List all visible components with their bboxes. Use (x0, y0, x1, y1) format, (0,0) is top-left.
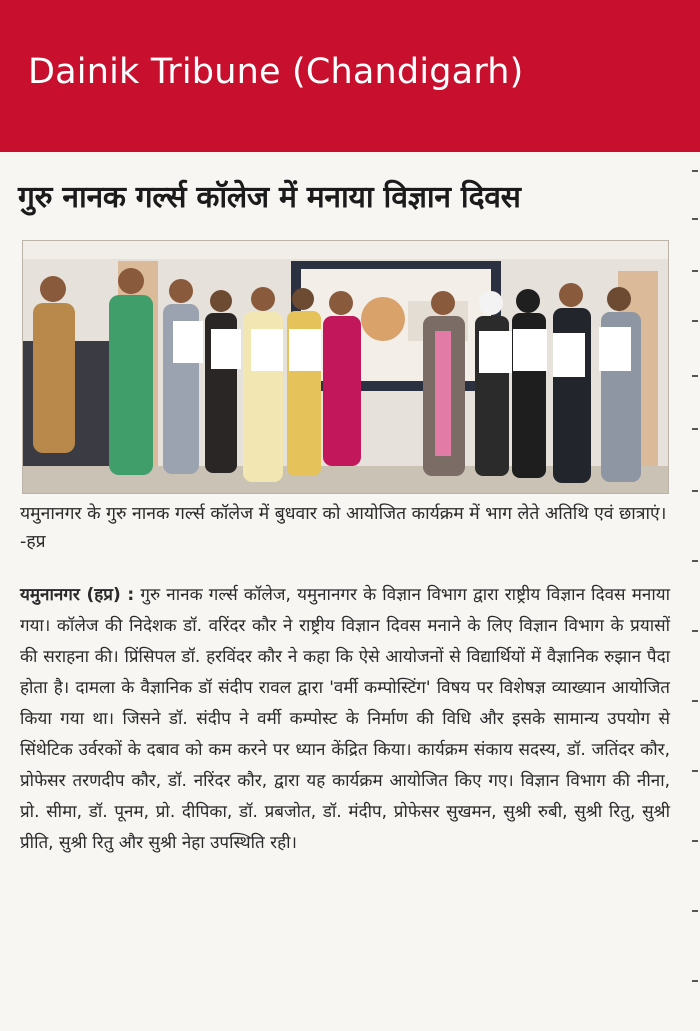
article-dateline: यमुनानगर (हप्र) : (20, 585, 135, 605)
source-header-bar (0, 0, 700, 152)
source-title: Dainik Tribune (Chandigarh) (28, 52, 524, 92)
article-photo (22, 240, 669, 494)
photo-caption: यमुनानगर के गुरु नानक गर्ल्स कॉलेज में बुधवार को आयोजित कार्यक्रम में भाग लेते अतिथि एवं छात्राएं। -हप्र (20, 504, 667, 552)
group-photo-illustration (23, 241, 668, 493)
article-body (20, 580, 670, 859)
adjacent-column-edge (688, 160, 700, 1020)
article-body-text: गुरु नानक गर्ल्स कॉलेज, यमुनानगर के विज्ञान विभाग द्वारा राष्ट्रीय विज्ञान दिवस मनाया गया। कॉलेज की निदेशक डॉ. वरिंदर कौर ने राष्ट्रीय विज्ञान दिवस मनाने के लिए विज्ञान विभाग के प्रयासों की सराहना की। प्रिंसिपल डॉ. हरविंदर कौर ने कहा कि ऐसे आयोजनों से विद्यार्थियों में वैज्ञानिक रुझान पैदा होता है। दामला के वैज्ञानिक डॉ संदीप रावल द्वारा 'वर्मी कम्पोस्टिंग' विषय पर विशेषज्ञ व्याख्यान आयोजित किया गया था। जिसने डॉ. संदीप ने वर्मी कम्पोस्ट के निर्माण की विधि और इसके सामान्य उपयोग से सिंथेटिक उर्वरकों के दबाव को कम करने पर ध्यान केंद्रित किया। कार्यक्रम संकाय सदस्य, डॉ. जतिंदर कौर, प्रोफेसर तरणदीप कौर, डॉ. नरिंदर कौर, द्वारा यह कार्यक्रम आयोजित किए गए। विज्ञान विभाग की नीना, प्रो. सीमा, डॉ. पूनम, प्रो. दीपिका, डॉ. प्रबजोत, डॉ. मंदीप, प्रोफेसर सुखमन, सुश्री रुबी, सुश्री रितु, सुश्री प्रीति, सुश्री रितु और सुश्री नेहा उपस्थिति रही। (20, 585, 670, 853)
article-headline: गुरु नानक गर्ल्स कॉलेज में मनाया विज्ञान दिवस (18, 180, 521, 215)
